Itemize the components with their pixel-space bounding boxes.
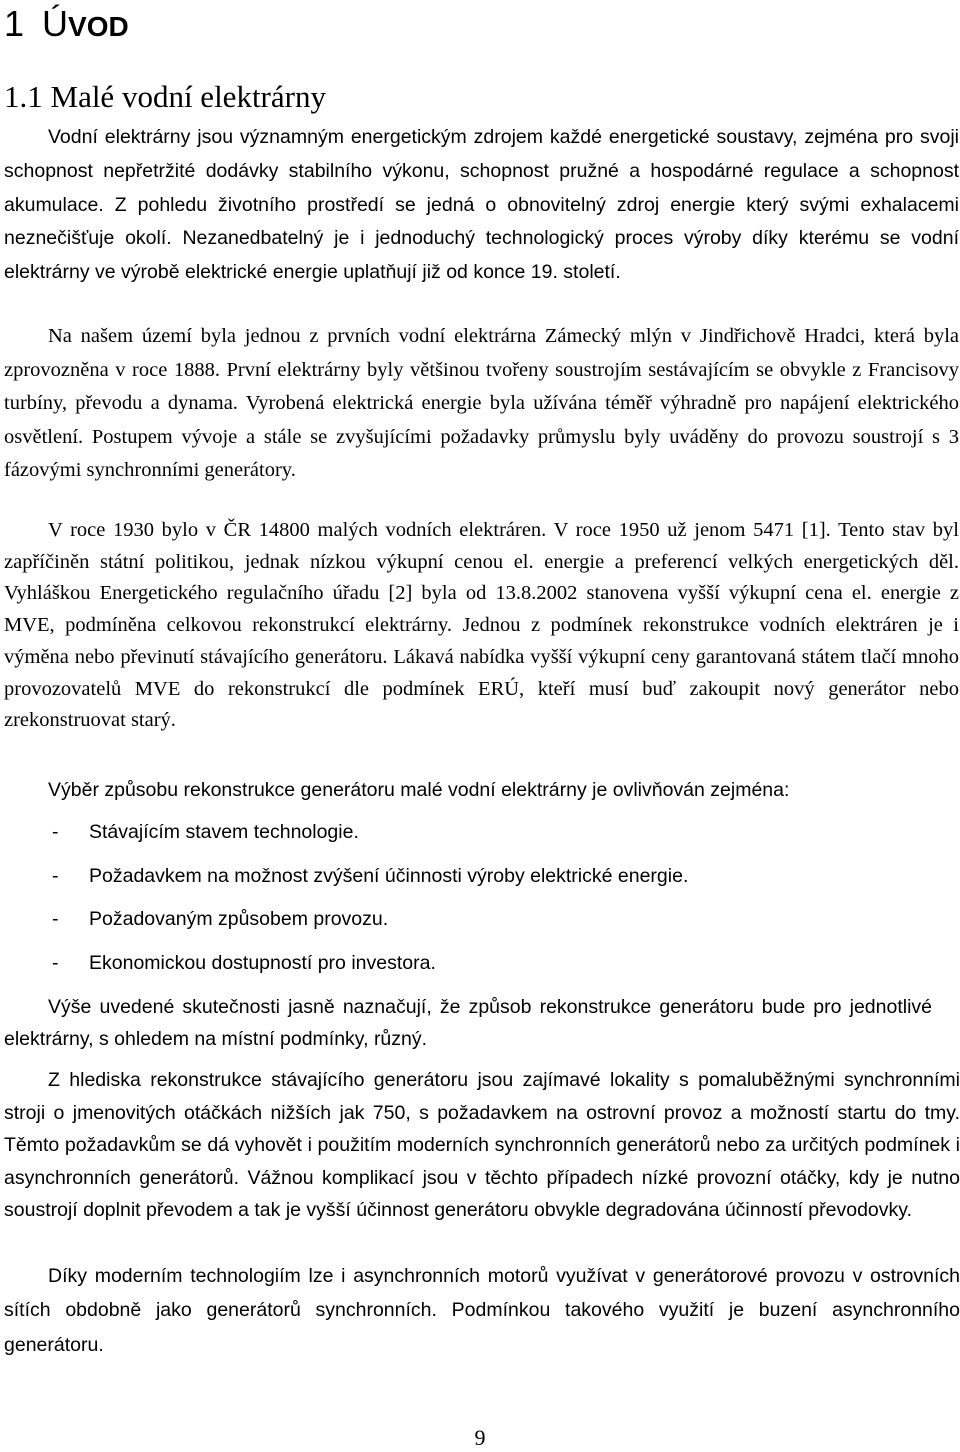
paragraph-asynchronous-text: Díky moderním technologiím lze i asynchronních motorů využívat v generátorové provozu v ostrovních sítích obdobně jako generátorů synchronních. Podmínkou takového využití je buzení asynchronního generátoru.: [4, 1265, 960, 1356]
list-item-text: Ekonomickou dostupností pro investora.: [89, 952, 436, 975]
paragraph-asynchronous: [4, 1259, 960, 1362]
paragraph-reconstruction: [4, 1064, 960, 1227]
chapter-number: 1: [4, 3, 25, 44]
list-marker: -: [52, 864, 59, 887]
page-number: 9: [474, 1425, 486, 1450]
paragraph-conclusion: [4, 991, 932, 1055]
chapter-title-initial: Ú: [42, 3, 69, 44]
paragraph-list-intro-text: Výběr způsobu rekonstrukce generátoru malé vodní elektrárny je ovlivňován zejména:: [48, 779, 790, 801]
paragraph-intro: [4, 121, 959, 290]
paragraph-history: [4, 320, 959, 488]
paragraph-statistics: [4, 515, 959, 737]
list-item-text: Stávajícím stavem technologie.: [89, 821, 359, 843]
paragraph-reconstruction-text: Z hlediska rekonstrukce stávajícího generátoru jsou zajímavé lokality s pomaluběžnými synchronními stroji o jmenovitých otáčkách nižších jak 750, s požadavkem na ostrovní provoz a možností startu do tmy. Těmto požadavkům se dá vyhovět i použitím moderních synchronních generátorů nebo za určitých podmínek i asynchronních generátorů. Vážnou komplikací jsou v těchto případech nízké provozní otáčky, kdy je nutno soustrojí doplnit převodem a tak je vyšší účinnost generátoru obvykle degradována účinností převodovky.: [4, 1069, 960, 1221]
paragraph-intro-text: Vodní elektrárny jsou významným energetickým zdrojem každé energetické soustavy, zejména pro svoji schopnost nepřetržité dodávky stabilního výkonu, schopnost pružné a hospodárné regulace a schopnost akumulace. Z pohledu životního prostředí se jedná o obnovitelný zdroj energie který svými exhalacemi neznečišťuje okolí. Nezanedbatelný je i jednoduchý technologický proces výroby díky kterému se vodní elektrárny ve výrobě elektrické energie uplatňují již od konce 19. století.: [4, 126, 959, 284]
chapter-title-rest: VOD: [68, 11, 129, 42]
list-item-text: Požadavkem na možnost zvýšení účinnosti výroby elektrické energie.: [89, 864, 689, 887]
section-heading: 1.1 Malé vodní elektrárny: [4, 79, 326, 114]
paragraph-conclusion-text: Výše uvedené skutečnosti jasně naznačují, že způsob rekonstrukce generátoru bude pro jednotlivé elektrárny, s ohledem na místní podmínky, různý.: [4, 996, 932, 1050]
list-item: [4, 861, 688, 905]
list-marker: -: [52, 952, 59, 975]
chapter-heading: [4, 2, 129, 49]
list-item-text: Požadovaným způsobem provozu.: [89, 908, 389, 931]
criteria-list: [4, 817, 688, 992]
paragraph-list-intro: [4, 775, 944, 805]
list-item: [4, 948, 688, 992]
list-marker: -: [52, 908, 59, 931]
list-marker: -: [52, 821, 59, 843]
list-item: [4, 904, 688, 948]
list-item: [4, 817, 688, 861]
paragraph-statistics-text: V roce 1930 bylo v ČR 14800 malých vodních elektráren. V roce 1950 už jenom 5471 [1]. Tento stav byl zapříčiněn státní politikou, jednak nízkou výkupní cenou el. energie a preferencí velkých energetických děl. Vyhláškou Energetického regulačního úřadu [2] byla od 13.8.2002 stanovena vyšší výkupní cena el. energie z MVE, podmíněna celkovou rekonstrukcí elektrárny. Jednou z podmínek rekonstrukce vodních elektráren je i výměna nebo převinutí stávajícího generátoru. Lákavá nabídka vyšší výkupní ceny garantovaná státem tlačí mnoho provozovatelů MVE do rekonstrukcí dle podmínek ERÚ, kteří musí buď zakoupit nový generátor nebo zrekonstruovat starý.: [4, 519, 959, 732]
paragraph-history-text: Na našem území byla jednou z prvních vodní elektrárna Zámecký mlýn v Jindřichově Hradci, která byla zprovozněna v roce 1888. První elektrárny byly většinou tvořeny soustrojím sestávajícím se obvykle z Francisovy turbíny, převodu a dynama. Vyrobená elektrická energie byla užívána téměř výhradně pro napájení elektrického osvětlení. Postupem vývoje a stále se zvyšujícími požadavky průmyslu byly uváděny do provozu soustrojí s 3 fázovými synchronními generátory.: [4, 325, 959, 481]
